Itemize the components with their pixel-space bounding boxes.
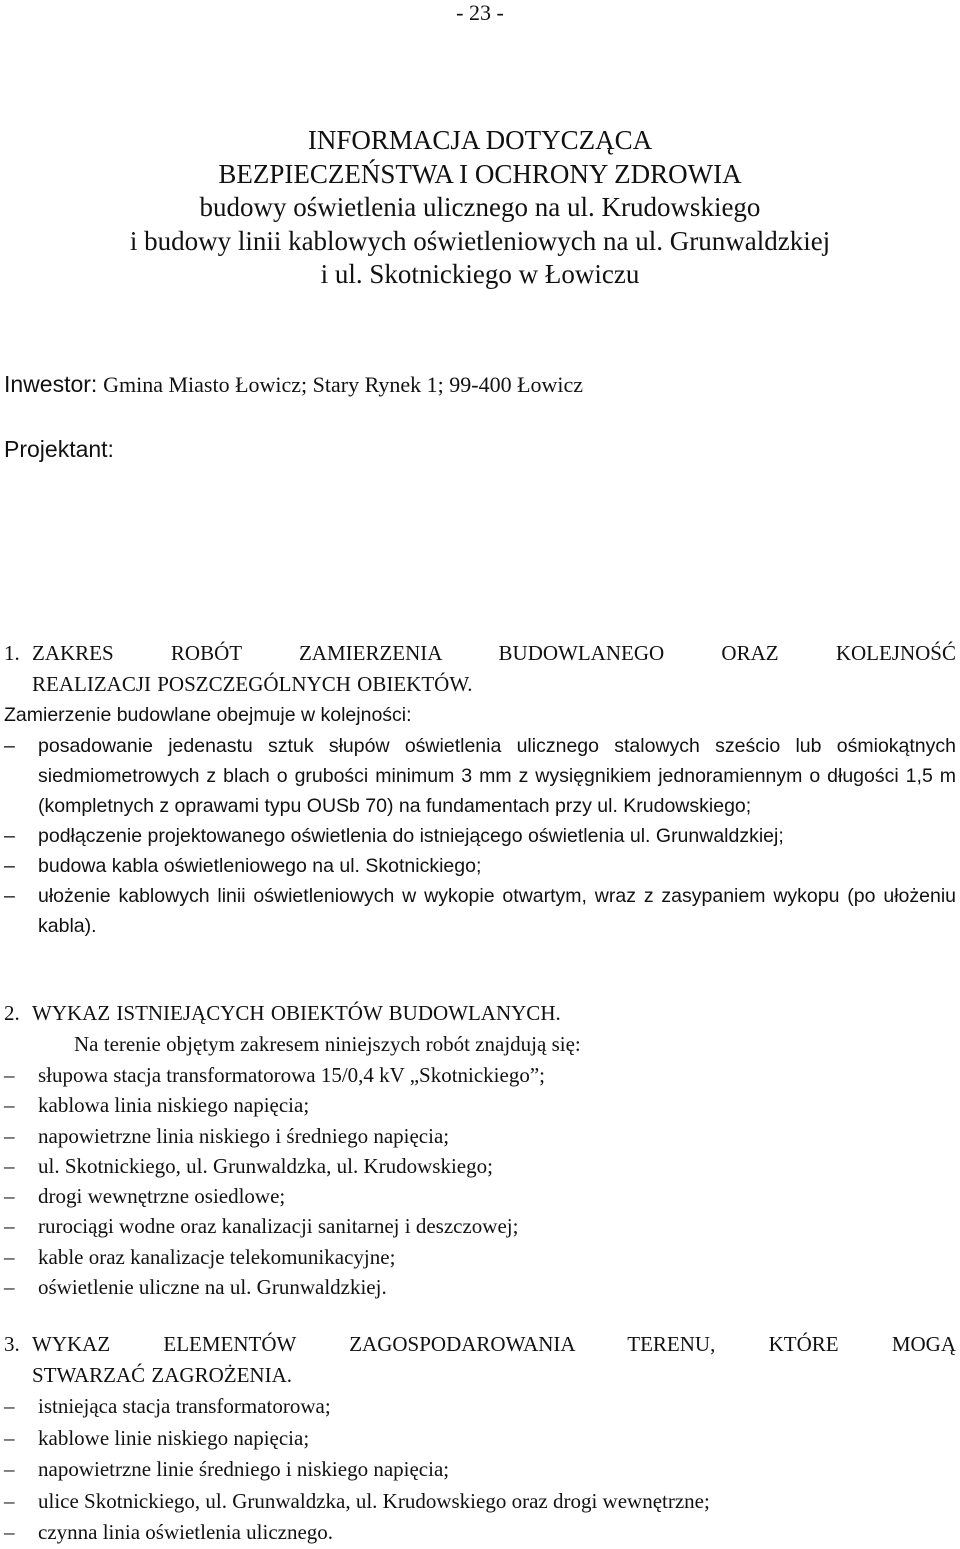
dash-bullet: –	[4, 885, 15, 907]
list-item-text: napowietrzne linie średniego i niskiego napięcia;	[38, 1457, 450, 1481]
list-item-text: budowa kabla oświetleniowego na ul. Skotnickiego;	[38, 855, 482, 877]
title-line-5: i ul. Skotnickiego w Łowiczu	[320, 259, 640, 289]
dash-bullet: –	[4, 1425, 15, 1450]
section-1-heading	[4, 638, 956, 700]
list-item	[4, 1090, 956, 1120]
dash-bullet: –	[4, 1214, 15, 1239]
list-item	[4, 731, 956, 821]
section-2-heading-text: WYKAZ ISTNIEJĄCYCH OBIEKTÓW BUDOWLANYCH.	[32, 1001, 561, 1025]
designer-label: Projektant:	[4, 436, 114, 462]
dash-bullet: –	[4, 1488, 15, 1513]
investor-value: Gmina Miasto Łowicz; Stary Rynek 1; 99-400 Łowicz	[103, 372, 584, 397]
dash-bullet: –	[4, 1275, 15, 1300]
investor-line	[4, 371, 583, 398]
list-item-text: drogi wewnętrzne osiedlowe;	[38, 1184, 286, 1209]
list-item	[4, 1121, 956, 1151]
list-item-text: ulice Skotnickiego, ul. Grunwaldzka, ul. Krudowskiego oraz drogi wewnętrzne;	[38, 1488, 710, 1513]
list-item	[4, 1423, 956, 1455]
list-item-text: rurociągi wodne oraz kanalizacji sanitarnej i deszczowej;	[38, 1214, 519, 1239]
list-item	[4, 1181, 956, 1211]
dash-bullet: –	[4, 1153, 15, 1178]
list-item-text: istniejąca stacja transformatorowa;	[38, 1394, 331, 1418]
list-item	[4, 1060, 956, 1090]
section-2-intro: Na terenie objętym zakresem niniejszych robót znajdują się:	[74, 1032, 581, 1056]
section-1-list	[4, 731, 956, 941]
section-2-heading	[4, 998, 956, 1029]
list-item-text: słupowa stacja transformatorowa 15/0,4 kV „Skotnickiego”;	[38, 1063, 545, 1087]
section-3-heading-line-2: STWARZAĆ ZAGROŻENIA.	[32, 1363, 292, 1387]
section-3	[4, 1329, 956, 1549]
list-item-text: kablowa linia niskiego napięcia;	[38, 1093, 310, 1118]
list-item	[4, 1486, 956, 1518]
list-item-text: kablowe linie niskiego napięcia;	[38, 1425, 310, 1450]
investor-label: Inwestor:	[4, 371, 98, 397]
page-number: - 23 -	[456, 0, 504, 25]
list-item	[4, 1517, 956, 1549]
section-1-heading-line-2: REALIZACJI POSZCZEGÓLNYCH OBIEKTÓW.	[32, 672, 473, 696]
section-2	[4, 998, 956, 1302]
section-1	[4, 638, 956, 941]
dash-bullet: –	[4, 1123, 15, 1148]
title-line-4: i budowy linii kablowych oświetleniowych na ul. Grunwaldzkiej	[129, 225, 831, 256]
title-line-1: INFORMACJA DOTYCZĄCA	[307, 125, 653, 155]
dash-bullet: –	[4, 1244, 15, 1269]
section-3-heading-line-1: WYKAZ ELEMENTÓW ZAGOSPODAROWANIA TERENU, KTÓRE MOGĄ	[32, 1332, 956, 1356]
section-3-number: 3.	[4, 1332, 20, 1356]
section-1-number: 1.	[4, 641, 20, 665]
title-line-2: BEZPIECZEŃSTWA I OCHRONY ZDROWIA	[218, 158, 742, 189]
section-2-list	[4, 1060, 956, 1302]
dash-bullet: –	[4, 1184, 15, 1209]
list-item	[4, 851, 956, 881]
list-item	[4, 821, 956, 851]
dash-bullet: –	[4, 1457, 15, 1481]
list-item-text: ułożenie kablowych linii oświetleniowych w wykopie otwartym, wraz z zasypaniem wykopu (po ułożeniu kabla).	[38, 885, 956, 937]
title-line-3: budowy oświetlenia ulicznego na ul. Krudowskiego	[199, 192, 761, 222]
dash-bullet: –	[4, 1520, 15, 1544]
list-item	[4, 1242, 956, 1272]
list-item-text: podłączenie projektowanego oświetlenia do istniejącego oświetlenia ul. Grunwaldzkiej;	[38, 825, 784, 847]
list-item-text: posadowanie jedenastu sztuk słupów oświetlenia ulicznego stalowych sześcio lub ośmiokątnych siedmiometrowych z blach o grubości minimum 3 mm z wysięgnikiem jednoramiennym o długości 1,5 m (kompletnych z oprawami typu OUSb 70) na fundamentach przy ul. Krudowskiego;	[38, 735, 956, 817]
list-item-text: ul. Skotnickiego, ul. Grunwaldzka, ul. Krudowskiego;	[38, 1153, 493, 1178]
dash-bullet: –	[4, 1063, 15, 1087]
section-1-intro: Zamierzenie budowlane obejmuje w kolejności:	[4, 704, 412, 726]
list-item	[4, 1454, 956, 1486]
dash-bullet: –	[4, 855, 15, 877]
dash-bullet: –	[4, 1394, 15, 1418]
list-item-text: kable oraz kanalizacje telekomunikacyjne;	[38, 1244, 396, 1269]
section-3-list	[4, 1391, 956, 1549]
section-2-number: 2.	[4, 1001, 20, 1025]
dash-bullet: –	[4, 1093, 15, 1118]
list-item	[4, 1272, 956, 1302]
list-item-text: napowietrzne linia niskiego i średniego napięcia;	[38, 1123, 450, 1148]
list-item	[4, 1391, 956, 1423]
designer-line	[4, 436, 114, 463]
section-3-heading	[4, 1329, 956, 1391]
list-item-text: oświetlenie uliczne na ul. Grunwaldzkiej.	[38, 1275, 387, 1300]
list-item	[4, 1211, 956, 1241]
list-item-text: czynna linia oświetlenia ulicznego.	[38, 1520, 334, 1544]
document-title	[0, 124, 960, 292]
dash-bullet: –	[4, 735, 15, 757]
list-item	[4, 1151, 956, 1181]
list-item	[4, 881, 956, 941]
dash-bullet: –	[4, 825, 15, 847]
section-1-heading-line-1: ZAKRES ROBÓT ZAMIERZENIA BUDOWLANEGO ORAZ KOLEJNOŚĆ	[32, 641, 956, 665]
